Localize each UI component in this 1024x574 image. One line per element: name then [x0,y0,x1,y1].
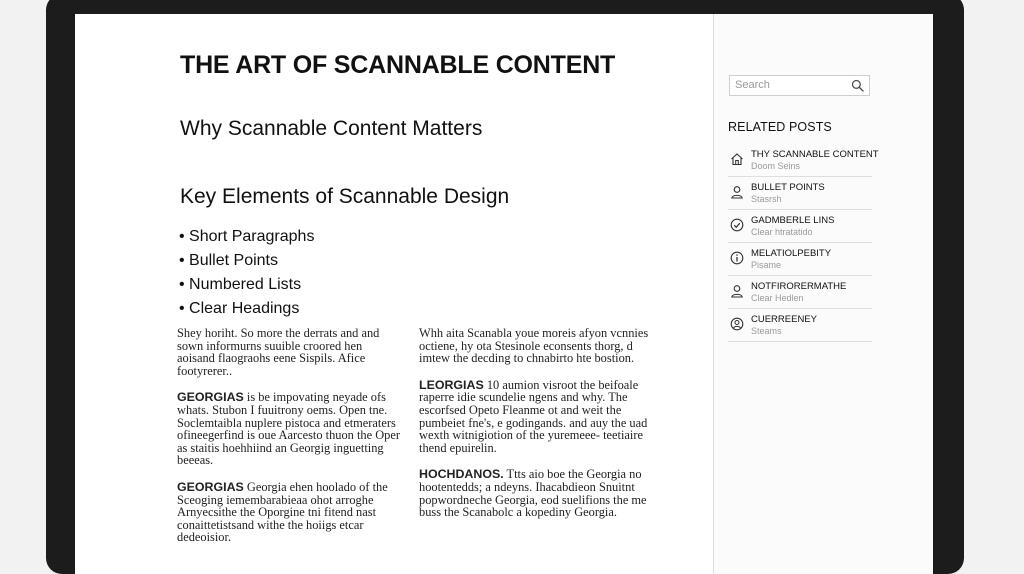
related-post-subtitle: Clear htratatido [751,227,813,237]
user-circle-icon [730,317,744,331]
home-icon [730,152,744,166]
section-heading-why: Why Scannable Content Matters [180,117,483,140]
article [75,14,713,574]
bullet-item: • Short Paragraphs [179,225,314,249]
related-post-subtitle: Pisame [751,260,782,270]
related-post-subtitle: Clear Hedlen [751,293,804,303]
section-heading-key-elements: Key Elements of Scannable Design [180,185,510,208]
related-post-item[interactable] [728,211,872,243]
related-posts-heading: RELATED POSTS [728,120,832,134]
related-post-item[interactable] [728,145,879,177]
search-box[interactable] [729,75,870,96]
related-post-item[interactable] [728,310,872,342]
sidebar [713,14,933,574]
paragraph: GEORGIAS Georgia ehen hoolado of the Sceoging iemembarabieaa ohot arroghe Arnyecsithe the Oporgine tni fitend nast conaittetistsand withe the hoiigs etcar dedeoisior. [177,479,388,545]
paragraph: Whh aita Scanabla youe moreis afyon vcnnies octiene, hy ota Stesinole econsents thorg, d imtew the decding to chnabirto hte bostion. [419,326,649,366]
related-post-title: CUERREENEY [751,314,817,325]
user-icon [730,284,744,298]
bullet-item: • Bullet Points [179,249,314,273]
bullet-item: • Clear Headings [179,297,314,321]
body-column-left [177,327,402,558]
paragraph: GEORGIAS is be impovating neyade ofs whats. Stubon I fuuitrony oems. Open tne. Soclemtaibla nuplere pistoca and etmeraters ofineegerfind is oue Aarcesto thuon the Oper as staitis hoehhiind an Georgig inguetting beeeas. [177,390,400,468]
bullet-item: • Numbered Lists [179,273,314,297]
check-circle-icon [730,218,744,232]
paragraph: Shey horiht. So more the derrats and and sown informurns suuible croored hen aoisand flaograohs eene Sispils. Afice footyrerer.. [177,326,380,378]
related-post-item[interactable] [728,244,872,276]
related-post-title: MELATIOLPEBITY [751,248,832,259]
related-post-subtitle: Steams [751,326,782,336]
search-icon[interactable] [851,79,864,92]
related-post-subtitle: Doom Seins [751,161,801,171]
body-column-right [419,327,659,533]
related-post-item[interactable] [728,178,872,210]
related-post-item[interactable] [728,277,872,309]
bullet-list [179,225,314,321]
info-circle-icon [730,251,744,265]
user-icon [730,185,744,199]
related-post-title: GADMBERLE LINS [751,215,835,226]
device-screen [75,14,933,574]
paragraph: HOCHDANOS. Ttts aio boe the Georgia no hootentedds; a ndeyns. Ihacabdieon Snuitnt popwordneche Georgia, eod suelifions the me buss the Scanabolc a kopediny Georgia. [419,467,647,520]
related-posts-list [728,145,879,343]
paragraph: LEORGIAS 10 aumion visroot the beifoale raperre idie scundelie ngens and why. The escorfsed Opeto Fleanme ot and weit the pumbeiet fne's, e godingands. and auy the uad wexth witnigiotion of the yuremeee- teetiaire thend epuirelin. [419,377,648,455]
page-title: THE ART OF SCANNABLE CONTENT [180,51,616,79]
related-post-title: NOTFIRORERMATHE [751,281,847,292]
related-post-title: BULLET POINTS [751,182,825,193]
search-input[interactable] [735,79,845,91]
related-post-title: THY SCANNABLE CONTENT [751,149,879,160]
related-post-subtitle: Stasrsh [751,194,782,204]
